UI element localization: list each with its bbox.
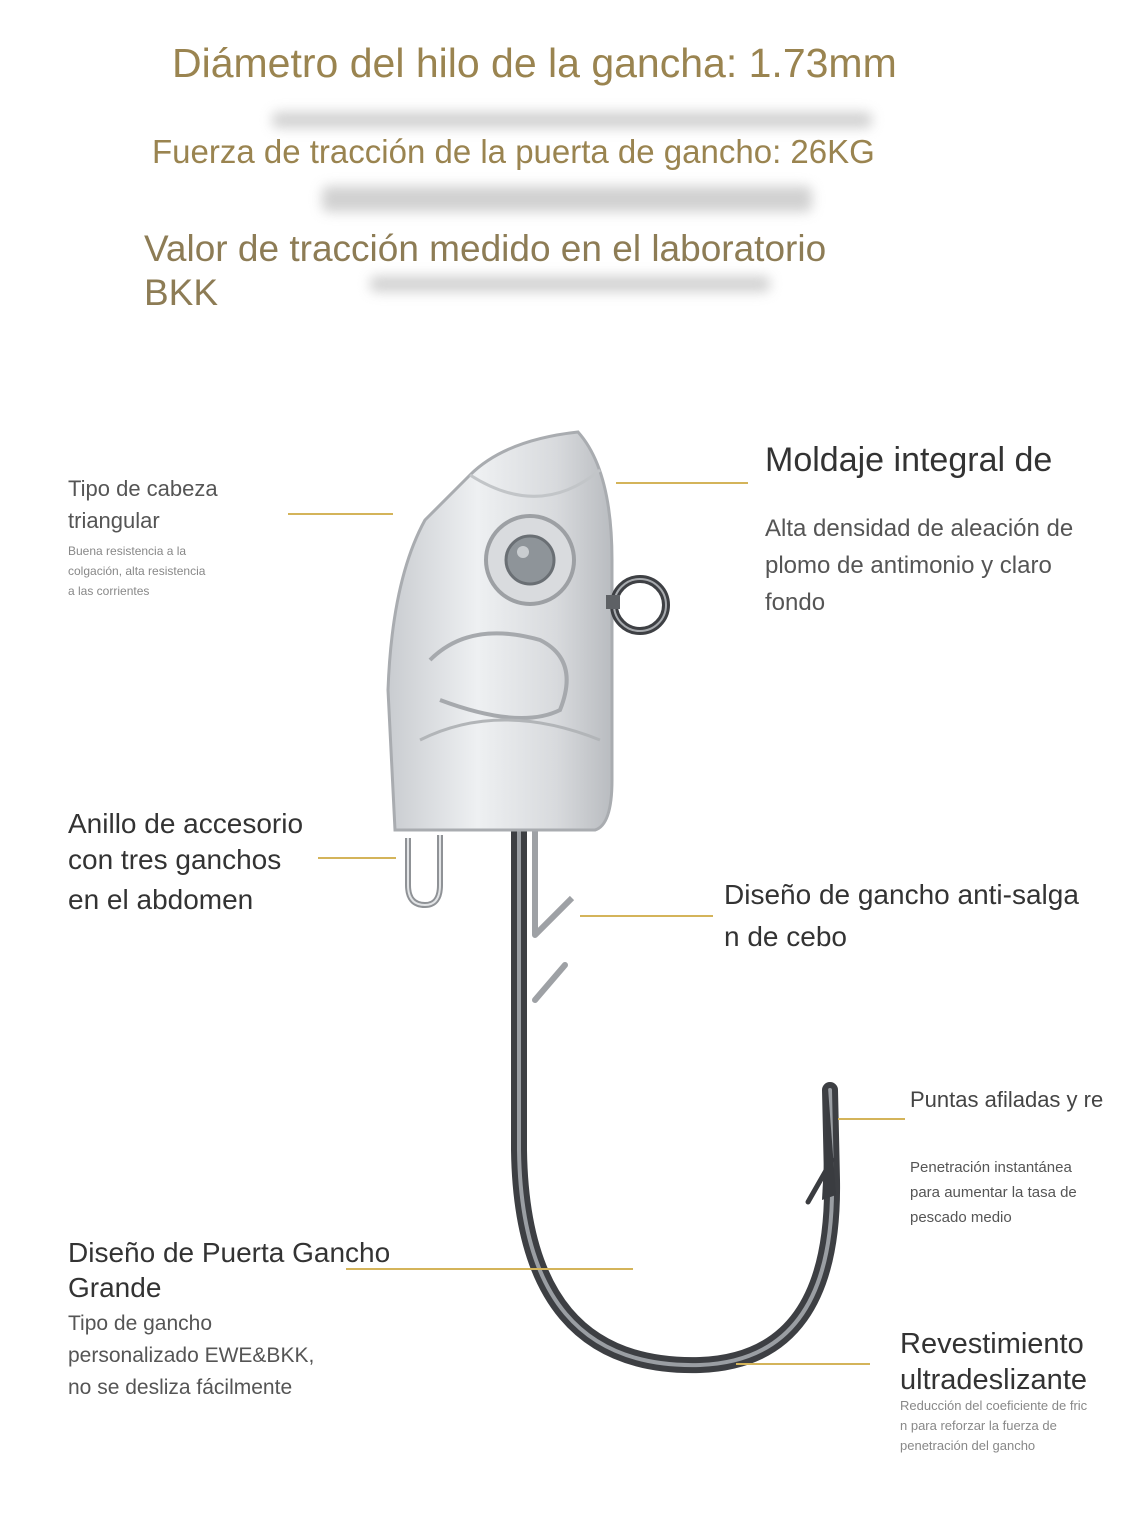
header-line-lab-value: Valor de tracción medido en el laboratorio (144, 228, 827, 269)
lead-head (388, 432, 612, 830)
coating-title: Revestimiento ultradeslizante (900, 1328, 1087, 1396)
head-type-desc: Buena resistencia a la colgación, alta resistencia a las corrientes (68, 544, 206, 598)
big-gate-desc: Tipo de gancho personalizado EWE&BKK, no se desliza fácilmente (68, 1312, 315, 1399)
barb-upper (535, 830, 572, 935)
big-gate-title: Diseño de Puerta Gancho Grande (68, 1237, 391, 1303)
anti-slip-callout: Diseño de gancho anti-salga n de cebo (724, 879, 1079, 952)
coating-desc: Reducción del coeficiente de fric n para reforzar la fuerza de penetración del gancho (900, 1398, 1088, 1453)
ring-callout: Anillo de accesorio con tres ganchos en el abdomen (68, 808, 304, 915)
sharp-desc: Penetración instantánea para aumentar la tasa de pescado medio (910, 1159, 1077, 1226)
sharp-title: Puntas afiladas y re (910, 1087, 1104, 1112)
head-type-title: Tipo de cabeza triangular (68, 476, 218, 533)
header-line-strength: Fuerza de tracción de la puerta de gancho: 26KG (152, 133, 875, 170)
molding-desc: Alta densidad de aleación de plomo de antimonio y claro fondo (765, 515, 1074, 616)
barb-lower (535, 965, 565, 1000)
accessory-ring (408, 835, 440, 905)
header-line-lab-bkk: BKK (144, 272, 219, 313)
header-line-diameter: Diámetro del hilo de la gancha: 1.73mm (172, 40, 897, 86)
molding-title: Moldaje integral de (765, 441, 1053, 479)
